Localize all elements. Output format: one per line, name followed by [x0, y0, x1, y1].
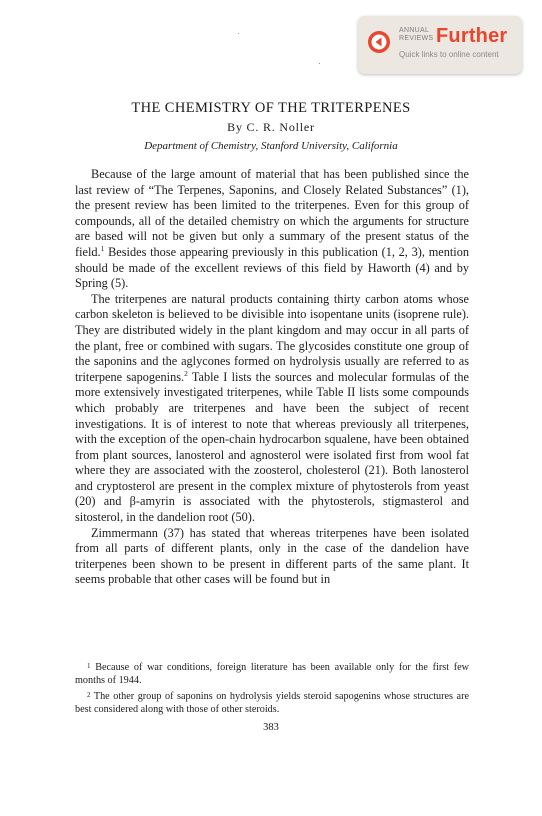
footnote-mark: 2: [87, 691, 91, 699]
badge-annual-text: ANNUAL: [399, 27, 430, 34]
footnote-ref[interactable]: 1: [100, 243, 105, 253]
article-body: [75, 167, 469, 588]
footnote-mark: 1: [87, 662, 91, 670]
footnote-text: The other group of saponins on hydrolysis yields steroid sapogenins whose structures are best considered along with those of other steroids.: [75, 691, 469, 715]
footnote-ref[interactable]: 2: [184, 368, 188, 378]
footnote: [75, 690, 469, 716]
play-arrow-icon: [367, 30, 391, 54]
paragraph-text: Because of the large amount of material that has been published since the last review of “The Terpenes, Saponins, and Closely Related Substances” (1), the present review has been limited to the triterpenes. Even for this group of compounds, all of the detailed chemistry on which the arguments for structure are based will not be given but only a summary of the present status of the field.: [75, 167, 469, 259]
badge-publisher-label: [399, 27, 433, 43]
article-author: By C. R. Noller: [227, 120, 315, 134]
body-paragraph: [75, 292, 469, 526]
paragraph-text: The triterpenes are natural products containing thirty carbon atoms whose carbon skeleton is believed to be divisible into isopentane units (isoprene rule). They are distributed widely in the plant kingdom and may occur in all parts of the plant, free or combined with sugars. The glycosides constitute one group of the saponins and the aglycones formed on hydrolysis usually are referred to as triterpene sapogenins.: [75, 291, 469, 384]
paragraph-text: Zimmermann (37) has stated that whereas triterpenes have been isolated from all parts of different plants, only in the case of the dandelion have triterpenes been shown to be present in different parts of the same plant. It seems probable that other cases will be found but in: [75, 525, 469, 587]
page-number: 383: [263, 722, 279, 733]
scan-speck: [319, 63, 320, 64]
author-affiliation: Department of Chemistry, Stanford University, California: [144, 140, 398, 152]
badge-subtitle: Quick links to online content: [399, 50, 499, 59]
scan-speck: [238, 33, 239, 34]
footnote: [75, 661, 469, 687]
paragraph-text: Besides those appearing previously in this publication (1, 2, 3), mention should be made of the excellent reviews of this field by Haworth (4) and by Spring (5).: [75, 244, 469, 291]
annual-reviews-further-badge[interactable]: [358, 16, 522, 74]
badge-further-text: Further: [436, 25, 508, 47]
badge-reviews-text: REVIEWS: [399, 35, 434, 42]
paragraph-text: Table I lists the sources and molecular formulas of the more extensively investigated triterpenes, while Table II lists some compounds which probably are triterpenes and have been the subject of recent investigations. It is of interest to note that whereas previously all triterpenes, with the exception of the open-chain hydrocarbon squalene, have been obtained from plant sources, lanosterol and agnosterol were isolated first from wool fat where they are associated with the zoosterol, cholesterol (21). Both lanosterol and cryptosterol are present in the complex mixture of phytosterols from yeast (20) and β-amyrin is associated with the phytosterols, stigmasterol and sitosterol, in the dandelion root (50).: [75, 369, 469, 525]
body-paragraph: [75, 167, 469, 292]
body-paragraph: [75, 526, 469, 588]
article-title: THE CHEMISTRY OF THE TRITERPENES: [131, 100, 411, 116]
footnote-text: Because of war conditions, foreign literature has been available only for the first few months of 1944.: [75, 662, 470, 686]
footnotes: [75, 661, 469, 719]
